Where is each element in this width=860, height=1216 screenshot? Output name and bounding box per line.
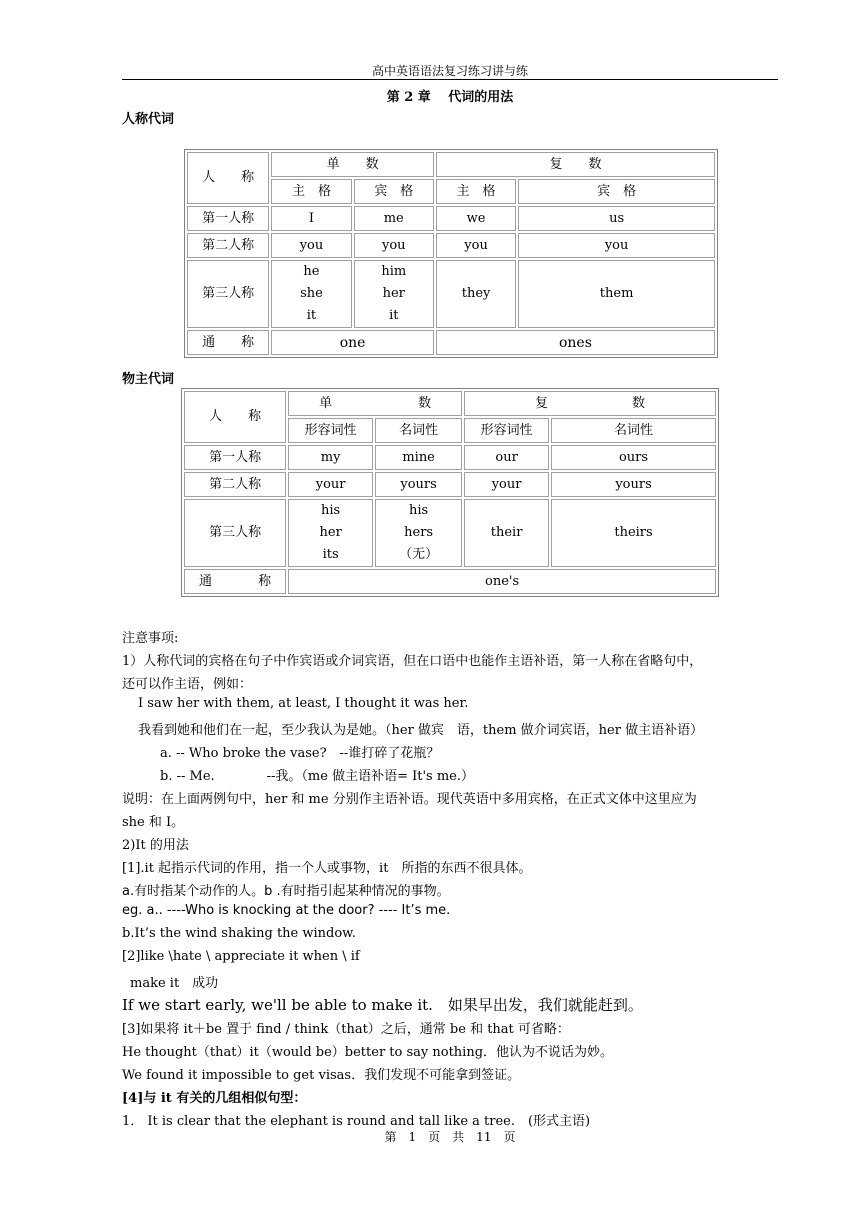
cell: our <box>464 445 549 470</box>
cell: one's <box>288 569 716 594</box>
cell-line: his <box>409 503 429 518</box>
note-line: [4]与 it 有关的几组相似句型： <box>122 1091 307 1106</box>
cell-line: her <box>319 525 342 540</box>
header-plural <box>464 391 716 416</box>
note-line: [2]like \hate \ appreciate it when \ if <box>122 949 360 964</box>
note-line: a.有时指某个动作的人。b .有时指引起某种情况的事物。 <box>122 884 450 899</box>
subheader-objective: 宾 格 <box>354 179 434 204</box>
cell: me <box>354 206 434 231</box>
cell-line: she <box>300 286 323 301</box>
header-singular-left: 单 <box>319 395 333 411</box>
section-title-possessive-pronouns: 物主代词 <box>122 372 175 387</box>
header-plural: 复 数 <box>436 152 715 177</box>
cell: them <box>518 260 715 328</box>
cell-line: its <box>322 547 339 562</box>
table-row <box>184 499 716 567</box>
header-plural-right: 数 <box>631 395 645 411</box>
header-person: 人 称 <box>187 152 269 204</box>
row-person: 第三人称 <box>187 260 269 328</box>
cell-line: it <box>306 308 317 323</box>
header-plural-left: 复 <box>535 395 549 411</box>
general-label-left: 通 <box>199 573 213 589</box>
header-person: 人 称 <box>184 391 286 443</box>
row-person: 第二人称 <box>187 233 269 258</box>
row-person: 第二人称 <box>184 472 286 497</box>
cell: we <box>436 206 516 231</box>
cell: one <box>271 330 434 355</box>
table-row <box>184 472 716 497</box>
cell: you <box>518 233 715 258</box>
cell-line: him <box>381 264 407 279</box>
cell: yours <box>375 472 462 497</box>
cell: you <box>271 233 351 258</box>
cell: yours <box>551 472 716 497</box>
header-singular: 单 数 <box>271 152 434 177</box>
cell <box>288 499 373 567</box>
cell-line: hers <box>404 525 434 540</box>
table-row <box>187 233 715 258</box>
note-line: We found it impossible to get visas．我们发现不可能拿到签证。 <box>122 1068 521 1083</box>
personal-pronoun-table <box>184 149 718 358</box>
cell <box>271 260 351 328</box>
row-person: 第三人称 <box>184 499 286 567</box>
page-footer: 第 1 页 共 11 页 <box>384 1130 516 1144</box>
note-line: 还可以作主语，例如： <box>122 677 253 692</box>
cell: they <box>436 260 516 328</box>
table-row <box>184 569 716 594</box>
subheader-adjectival-plural: 形容词性 <box>464 418 549 443</box>
cell: I <box>271 206 351 231</box>
cell: their <box>464 499 549 567</box>
notes-heading: 注意事项: <box>122 631 179 646</box>
note-line: [1].it 起指示代词的作用，指一个人或事物，it 所指的东西不很具体。 <box>122 861 532 876</box>
note-line: 2)It 的用法 <box>122 838 189 853</box>
table-row <box>187 330 715 355</box>
cell-line: （无） <box>399 547 439 562</box>
note-line: If we start early, we'll be able to make it. 如果早出发，我们就能赶到。 <box>122 996 643 1014</box>
note-line: 1． It is clear that the elephant is round and tall like a tree. (形式主语) <box>122 1114 591 1129</box>
subheader-nominal: 名词性 <box>375 418 462 443</box>
cell: your <box>464 472 549 497</box>
cell: us <box>518 206 715 231</box>
row-person: 通 称 <box>187 330 269 355</box>
cell-line: her <box>382 286 405 301</box>
cell: ones <box>436 330 715 355</box>
row-person: 第一人称 <box>187 206 269 231</box>
cell: you <box>436 233 516 258</box>
subheader-nominal-plural: 名词性 <box>551 418 716 443</box>
cell: ours <box>551 445 716 470</box>
general-label-right: 称 <box>258 573 272 589</box>
section-title-personal-pronouns: 人称代词 <box>122 112 175 127</box>
header-singular-right: 数 <box>418 395 432 411</box>
cell-line: he <box>303 264 320 279</box>
cell: theirs <box>551 499 716 567</box>
note-line: I saw her with them, at least, I thought it was her. <box>138 696 469 711</box>
cell-line: it <box>389 308 399 323</box>
cell: mine <box>375 445 462 470</box>
note-line: make it 成功 <box>130 976 219 991</box>
note-line: b. -- Me. --我。（me 做主语补语= It's me.） <box>160 769 474 784</box>
table-row <box>184 445 716 470</box>
cell: your <box>288 472 373 497</box>
note-line: b.It’s the wind shaking the window. <box>122 926 356 941</box>
cell-line: his <box>321 503 341 518</box>
cell <box>375 499 462 567</box>
subheader-adjectival: 形容词性 <box>288 418 373 443</box>
subheader-nominative-plural: 主 格 <box>436 179 516 204</box>
header-rule <box>122 79 778 80</box>
cell <box>354 260 434 328</box>
cell: my <box>288 445 373 470</box>
cell: you <box>354 233 434 258</box>
note-line: 说明：在上面两例句中，her 和 me 分别作主语补语。现代英语中多用宾格，在正式文体中这里应为 <box>122 792 697 807</box>
note-line: 我看到她和他们在一起，至少我认为是她。（her 做宾 语，them 做介词宾语，her 做主语补语） <box>138 723 704 738</box>
note-line: 1）人称代词的宾格在句子中作宾语或介词宾语，但在口语中也能作主语补语，第一人称在省略句中， <box>122 654 703 669</box>
table-row <box>187 260 715 328</box>
header-singular <box>288 391 462 416</box>
row-person <box>184 569 286 594</box>
subheader-objective-plural: 宾 格 <box>518 179 715 204</box>
table-row <box>187 206 715 231</box>
running-header: 高中英语语法复习练习讲与练 <box>371 64 528 78</box>
note-line: eg. a.. ----Who is knocking at the door? ---- It’s me. <box>122 903 451 918</box>
note-line: [3]如果将 it＋be 置于 find / think（that）之后，通常 be 和 that 可省略： <box>122 1022 570 1037</box>
note-line: He thought（that）it（would be）better to say nothing．他认为不说话为妙。 <box>122 1045 614 1060</box>
note-line: she 和 I。 <box>122 815 185 830</box>
note-line: a. -- Who broke the vase? --谁打碎了花瓶？ <box>160 746 440 761</box>
row-person: 第一人称 <box>184 445 286 470</box>
subheader-nominative: 主 格 <box>271 179 351 204</box>
chapter-title: 第 2 章 代词的用法 <box>386 90 514 105</box>
possessive-pronoun-table <box>181 388 719 597</box>
